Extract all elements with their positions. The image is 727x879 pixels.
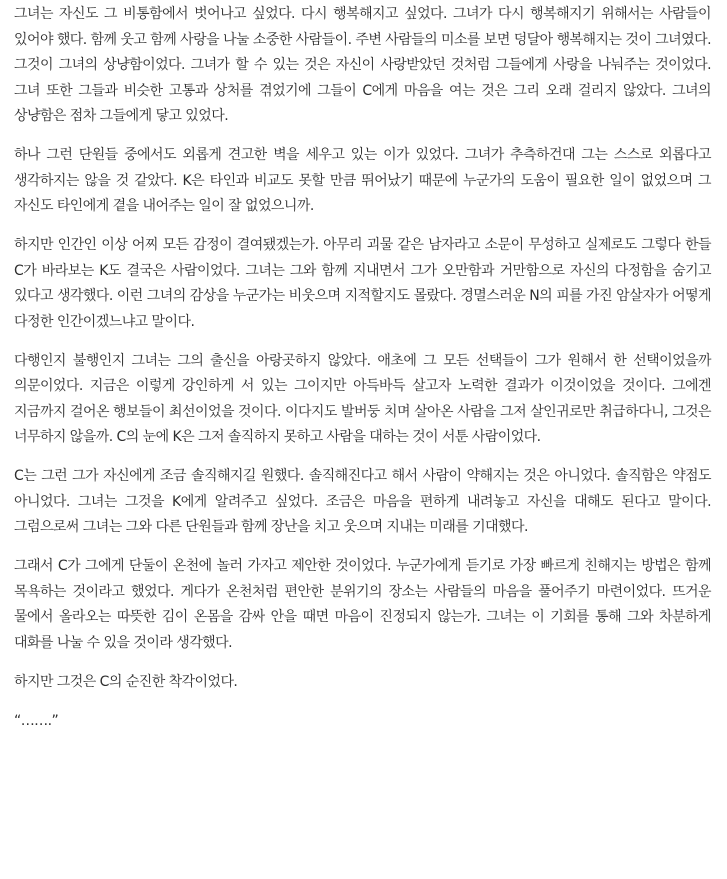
paragraph-6: 그래서 C가 그에게 단둘이 온천에 놀러 가자고 제안한 것이었다. 누군가에게 듣기로 가장 빠르게 친해지는 방법은 함께 목욕하는 것이라고 했었다. 게다가 온천처럼 편안한 분위기의 장소는 사람들의 마음을 풀어주기 마련이었다. 뜨거운 물에서 올라오는 따뜻한 김이 온몸을 감싸 안을 때면 마음이 진정되지 않는가. 그녀는 이 기회를 통해 그와 차분하게 대화를 나눌 수 있을 것이라 생각했다. [14,558,711,651]
document-body [14,2,711,748]
paragraph-1: 그녀는 자신도 그 비통함에서 벗어나고 싶었다. 다시 행복해지고 싶었다. 그녀가 다시 행복해지기 위해서는 사람들이 있어야 했다. 함께 웃고 함께 사랑을 나눌 소중한 사람들이. 주변 사람들의 미소를 보면 덩달아 행복해지는 것이 그녀였다. 그것이 그녀의 상냥함이었다. 그녀가 할 수 있는 것은 자신이 사랑받았던 것처럼 그들에게 사랑을 나눠주는 것이었다. 그녀 또한 그들과 비슷한 고통과 상처를 겪었기에 그들이 C에게 마음을 여는 것은 그리 오래 걸리지 않았다. 그녀의 상냥함은 점차 그들에게 닿고 있었다. [14,6,711,124]
paragraph-4: 다행인지 불행인지 그녀는 그의 출신을 아랑곳하지 않았다. 애초에 그 모든 선택들이 그가 원해서 한 선택이었을까 의문이었다. 지금은 이렇게 강인하게 서 있는 그이지만 아득바득 살고자 노력한 결과가 이것이었을 것이다. 그에겐 지금까지 걸어온 행보들이 최선이었을 것이다. 이다지도 발버둥 치며 살아온 사람을 그저 살인귀로만 취급하다니, 그것은 너무하지 않을까. C의 눈에 K은 그저 솔직하지 못하고 사람을 대하는 것이 서툰 사람이었다. [14,352,711,445]
paragraph-2: 하나 그런 단원들 중에서도 외롭게 견고한 벽을 세우고 있는 이가 있었다. 그녀가 추측하건대 그는 스스로 외롭다고 생각하지는 않을 것 같았다. K은 타인과 비교도 못할 만큼 뛰어났기 때문에 누군가의 도움이 필요한 일이 없었으며 그 자신도 타인에게 곁을 내어주는 일이 잘 없었으니까. [14,147,711,214]
paragraph-5: C는 그런 그가 자신에게 조금 솔직해지길 원했다. 솔직해진다고 해서 사람이 약해지는 것은 아니었다. 솔직함은 약점도 아니었다. 그녀는 그것을 K에게 알려주고 싶었다. 조금은 마음을 편하게 내려놓고 자신을 대해도 된다고 말이다. 그럼으로써 그녀는 그와 다른 단원들과 함께 장난을 치고 웃으며 지내는 미래를 기대했다. [14,468,711,535]
paragraph-7: 하지만 그것은 C의 순진한 착각이었다. [14,673,238,690]
paragraph-3: 하지만 인간인 이상 어찌 모든 감정이 결여됐겠는가. 아무리 괴물 같은 남자라고 소문이 무성하고 실제로도 그렇다 한들 C가 바라보는 K도 결국은 사람이었다. 그녀는 그와 함께 지내면서 그가 오만함과 거만함으로 자신의 다정함을 숨기고 있다고 생각했다. 이런 그녀의 감상을 누군가는 비웃으며 지적할지도 몰랐다. 경멸스러운 N의 피를 가진 암살자가 어떻게 다정한 인간이겠느냐고 말이다. [14,237,711,330]
paragraph-8: “…….” [14,712,59,729]
